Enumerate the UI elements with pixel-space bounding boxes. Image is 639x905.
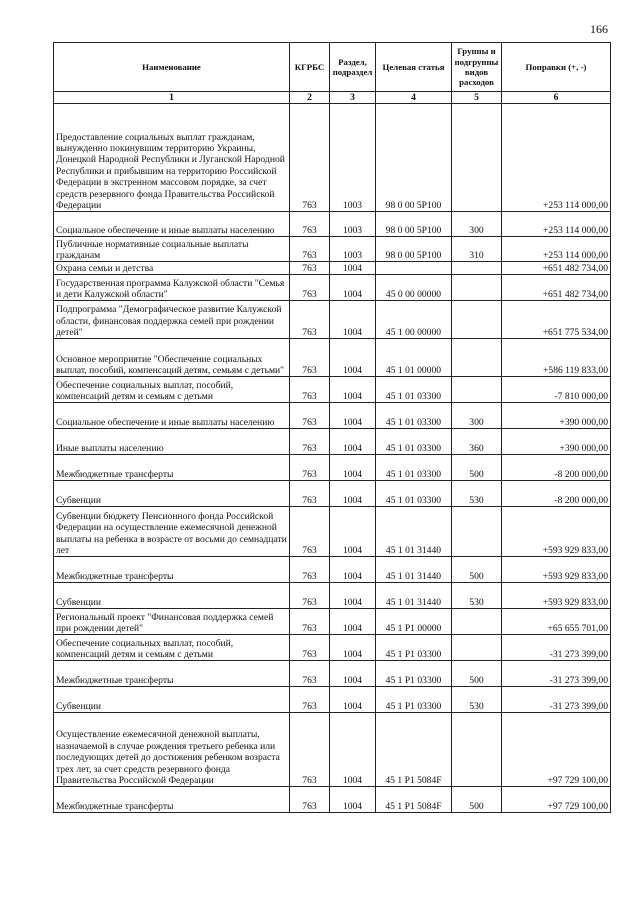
cell-kgrbs: 763 [290,661,330,687]
cell-amount: +651 482 734,00 [502,262,611,275]
cell-razdel: 1004 [330,661,376,687]
cell-name: Субвенции [54,583,290,609]
budget-table [53,42,611,813]
cell-razdel: 1004 [330,403,376,429]
cell-name: Обеспечение социальных выплат, пособий, компенсаций детям и семьям с детьми [54,635,290,661]
cell-name: Субвенции бюджету Пенсионного фонда Российской Федерации на осуществление ежемесячной денежной выплаты на ребенка в возрасте от восьми до семнадцати лет [54,507,290,557]
cell-kgrbs: 763 [290,583,330,609]
cell-target: 98 0 00 5P100 [376,104,452,212]
cell-kgrbs: 763 [290,609,330,635]
table-row [54,635,611,661]
header-kgrbs: КГРБС [290,43,330,92]
table-row [54,787,611,813]
table-row [54,275,611,301]
cell-amount: +651 775 534,00 [502,301,611,339]
cell-razdel: 1004 [330,481,376,507]
cell-group [452,339,502,377]
table-row [54,557,611,583]
cell-group [452,104,502,212]
column-number: 2 [290,92,330,104]
cell-name: Обеспечение социальных выплат, пособий, компенсаций детям и семьям с детьми [54,377,290,403]
cell-group: 300 [452,403,502,429]
cell-amount: -31 273 399,00 [502,635,611,661]
cell-name: Субвенции [54,481,290,507]
cell-group: 310 [452,237,502,262]
cell-kgrbs: 763 [290,212,330,237]
cell-amount: +651 482 734,00 [502,275,611,301]
cell-name: Основное мероприятие "Обеспечение социальных выплат, пособий, компенсаций детям, семьям с детьми" [54,339,290,377]
cell-group: 530 [452,687,502,713]
cell-group [452,275,502,301]
cell-razdel: 1004 [330,429,376,455]
column-number: 1 [54,92,290,104]
table-row [54,507,611,557]
cell-razdel: 1004 [330,713,376,787]
cell-amount: +593 929 833,00 [502,507,611,557]
cell-kgrbs: 763 [290,687,330,713]
cell-kgrbs: 763 [290,557,330,583]
cell-name: Охрана семьи и детства [54,262,290,275]
table-row [54,609,611,635]
cell-amount: +65 655 701,00 [502,609,611,635]
cell-name: Иные выплаты населению [54,429,290,455]
cell-kgrbs: 763 [290,403,330,429]
cell-group [452,609,502,635]
cell-kgrbs: 763 [290,104,330,212]
cell-name: Межбюджетные трансферты [54,787,290,813]
cell-razdel: 1004 [330,687,376,713]
header-row [54,43,611,92]
cell-amount: -31 273 399,00 [502,661,611,687]
table-row [54,301,611,339]
cell-target: 45 1 P1 00000 [376,609,452,635]
cell-group: 530 [452,583,502,609]
table-row [54,377,611,403]
cell-amount: -7 810 000,00 [502,377,611,403]
cell-kgrbs: 763 [290,339,330,377]
cell-razdel: 1004 [330,507,376,557]
cell-target: 45 1 P1 03300 [376,635,452,661]
cell-kgrbs: 763 [290,455,330,481]
cell-name: Социальное обеспечение и иные выплаты населению [54,403,290,429]
cell-razdel: 1003 [330,212,376,237]
cell-target: 45 1 01 03300 [376,377,452,403]
cell-name: Субвенции [54,687,290,713]
cell-target: 45 1 P1 03300 [376,661,452,687]
cell-amount: +390 000,00 [502,403,611,429]
table-row [54,583,611,609]
cell-razdel: 1004 [330,275,376,301]
cell-razdel: 1004 [330,635,376,661]
cell-amount: +97 729 100,00 [502,713,611,787]
cell-kgrbs: 763 [290,237,330,262]
cell-name: Публичные нормативные социальные выплаты гражданам [54,237,290,262]
cell-amount: +253 114 000,00 [502,237,611,262]
cell-target: 45 1 01 31440 [376,583,452,609]
table-row [54,481,611,507]
cell-razdel: 1004 [330,377,376,403]
table-row [54,403,611,429]
cell-amount: -31 273 399,00 [502,687,611,713]
cell-razdel: 1004 [330,339,376,377]
column-number: 6 [502,92,611,104]
cell-group [452,377,502,403]
cell-amount: +593 929 833,00 [502,583,611,609]
cell-kgrbs: 763 [290,429,330,455]
cell-razdel: 1003 [330,104,376,212]
cell-name: Государственная программа Калужской области "Семья и дети Калужской области" [54,275,290,301]
cell-target: 45 1 01 31440 [376,507,452,557]
cell-name: Межбюджетные трансферты [54,557,290,583]
cell-name: Межбюджетные трансферты [54,661,290,687]
cell-razdel: 1004 [330,609,376,635]
cell-target: 98 0 00 5P100 [376,212,452,237]
cell-target: 45 1 01 31440 [376,557,452,583]
cell-group: 530 [452,481,502,507]
header-razdel: Раздел, подраздел [330,43,376,92]
cell-group: 500 [452,787,502,813]
cell-amount: +253 114 000,00 [502,212,611,237]
cell-group [452,635,502,661]
cell-target: 45 1 01 03300 [376,429,452,455]
cell-group [452,301,502,339]
cell-kgrbs: 763 [290,713,330,787]
header-target: Целевая статья [376,43,452,92]
cell-amount: +390 000,00 [502,429,611,455]
cell-group [452,713,502,787]
table-row [54,661,611,687]
table-row [54,237,611,262]
cell-name: Предоставление социальных выплат гражданам, вынужденно покинувшим территорию Украины, Донецкой Народной Республики и Луганской Народной Республики и прибывшим на территорию Российской Федерации в экстренном массовом порядке, за счет средств резервного фонда Правительства Российской Федерации [54,104,290,212]
cell-kgrbs: 763 [290,507,330,557]
cell-group: 500 [452,455,502,481]
table-row [54,429,611,455]
cell-group: 500 [452,661,502,687]
cell-name: Социальное обеспечение и иные выплаты населению [54,212,290,237]
cell-target: 98 0 00 5P100 [376,237,452,262]
table-row [54,455,611,481]
header-group: Группы и подгруппы видов расходов [452,43,502,92]
cell-razdel: 1004 [330,557,376,583]
table-row [54,262,611,275]
cell-razdel: 1004 [330,301,376,339]
cell-amount: +586 119 833,00 [502,339,611,377]
cell-kgrbs: 763 [290,635,330,661]
cell-amount: +253 114 000,00 [502,104,611,212]
header-name: Наименование [54,43,290,92]
column-number-row [54,92,611,104]
column-number: 4 [376,92,452,104]
cell-amount: +593 929 833,00 [502,557,611,583]
cell-amount: +97 729 100,00 [502,787,611,813]
cell-razdel: 1004 [330,455,376,481]
cell-target: 45 1 01 03300 [376,403,452,429]
table-body [54,104,611,813]
table-row [54,687,611,713]
table-row [54,339,611,377]
cell-razdel: 1004 [330,262,376,275]
cell-group: 300 [452,212,502,237]
cell-group [452,507,502,557]
cell-target: 45 1 01 03300 [376,455,452,481]
table-row [54,713,611,787]
cell-group: 360 [452,429,502,455]
cell-target: 45 1 P1 03300 [376,687,452,713]
cell-kgrbs: 763 [290,301,330,339]
cell-kgrbs: 763 [290,275,330,301]
cell-amount: -8 200 000,00 [502,455,611,481]
cell-razdel: 1004 [330,583,376,609]
cell-name: Региональный проект "Финансовая поддержка семей при рождении детей" [54,609,290,635]
table-row [54,104,611,212]
cell-kgrbs: 763 [290,262,330,275]
cell-target: 45 1 01 03300 [376,481,452,507]
cell-group [452,262,502,275]
cell-name: Межбюджетные трансферты [54,455,290,481]
column-number: 5 [452,92,502,104]
cell-target: 45 1 P1 5084F [376,713,452,787]
cell-razdel: 1004 [330,787,376,813]
cell-amount: -8 200 000,00 [502,481,611,507]
cell-kgrbs: 763 [290,377,330,403]
cell-kgrbs: 763 [290,481,330,507]
cell-target: 45 1 P1 5084F [376,787,452,813]
column-number: 3 [330,92,376,104]
cell-name: Осуществление ежемесячной денежной выплаты, назначаемой в случае рождения третьего ребенка или последующих детей до достижения ребенком возраста трех лет, за счет средств резервного фонда Правительства Российской Федерации [54,713,290,787]
cell-target: 45 0 00 00000 [376,275,452,301]
cell-razdel: 1003 [330,237,376,262]
cell-target: 45 1 01 00000 [376,339,452,377]
cell-kgrbs: 763 [290,787,330,813]
page-number: 166 [590,22,608,36]
table-row [54,212,611,237]
cell-name: Подпрограмма "Демографическое развитие Калужской области, финансовая поддержка семей при рождении детей" [54,301,290,339]
cell-target [376,262,452,275]
header-amount: Поправки (+, -) [502,43,611,92]
cell-group: 500 [452,557,502,583]
cell-target: 45 1 00 00000 [376,301,452,339]
